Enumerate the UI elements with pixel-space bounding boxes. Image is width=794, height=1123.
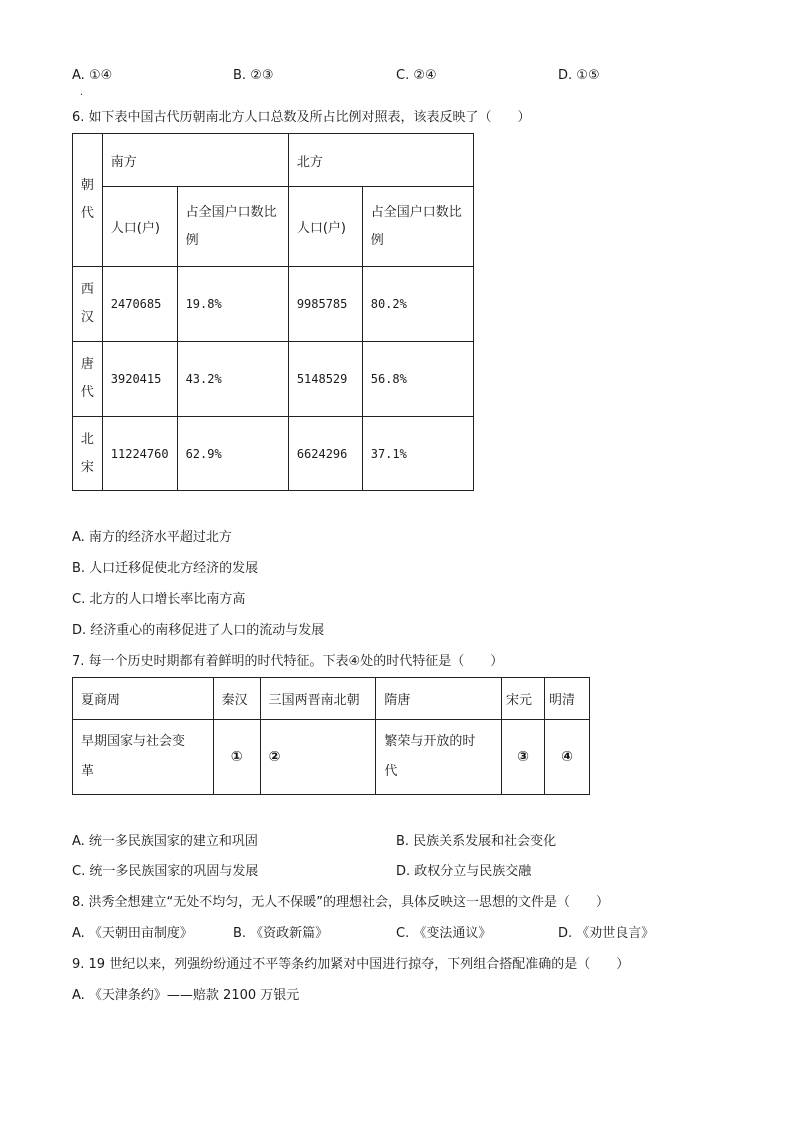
table-row <box>73 267 474 342</box>
south-header: 南方 <box>102 134 288 187</box>
cell-early-state: 早期国家与社会变 革 <box>73 720 214 795</box>
south-pop-cell: 3920415 <box>102 342 177 417</box>
header-song-yuan: 宋元 <box>502 678 545 720</box>
q6-stem: 6. 如下表中国古代历朝南北方人口总数及所占比例对照表，该表反映了（ ） <box>72 110 531 125</box>
north-pct-cell: 80.2% <box>362 267 473 342</box>
q8-option-b: B. 《资政新篇》 <box>233 926 329 941</box>
q6-option-d: D. 经济重心的南移促进了人口的流动与发展 <box>72 623 325 638</box>
header-xia-shang-zhou: 夏商周 <box>73 678 214 720</box>
south-pop-label: 人口(户) <box>102 187 177 267</box>
dynasty-cell: 西 汉 <box>73 267 103 342</box>
q9-option-a: A. 《天津条约》——赔款 2100 万银元 <box>72 988 300 1003</box>
north-pop-label: 人口(户) <box>288 187 362 267</box>
q8-option-d: D. 《劝世良言》 <box>558 926 655 941</box>
q7-era-table <box>72 677 590 795</box>
q5-option-b: B. ②③ <box>233 68 274 83</box>
q6-population-table <box>72 133 474 491</box>
cell-circle-4: ④ <box>545 720 590 795</box>
table-row <box>73 417 474 491</box>
header-qin-han: 秦汉 <box>213 678 260 720</box>
q7-option-d: D. 政权分立与民族交融 <box>396 864 532 879</box>
header-ming-qing: 明清 <box>545 678 590 720</box>
dynasty-header: 朝 代 <box>73 134 103 267</box>
south-ratio-label: 占全国户口数比 例 <box>177 187 288 267</box>
north-pop-cell: 9985785 <box>288 267 362 342</box>
q5-option-d: D. ①⑤ <box>558 68 600 83</box>
north-pop-cell: 5148529 <box>288 342 362 417</box>
south-pct-cell: 43.2% <box>177 342 288 417</box>
q9-stem: 9. 19 世纪以来，列强纷纷通过不平等条约加紧对中国进行掠夺，下列组合搭配准确的是（ ） <box>72 957 630 972</box>
north-header: 北方 <box>288 134 473 187</box>
dynasty-cell: 北 宋 <box>73 417 103 491</box>
south-pop-cell: 11224760 <box>102 417 177 491</box>
north-ratio-label: 占全国户口数比 例 <box>362 187 473 267</box>
cell-circle-2: ② <box>260 720 376 795</box>
cell-circle-3: ③ <box>502 720 545 795</box>
q7-stem: 7. 每一个历史时期都有着鲜明的时代特征。下表④处的时代特征是（ ） <box>72 654 504 669</box>
q7-option-a: A. 统一多民族国家的建立和巩固 <box>72 834 258 849</box>
header-sui-tang: 隋唐 <box>376 678 502 720</box>
q7-option-b: B. 民族关系发展和社会变化 <box>396 834 557 849</box>
q5-option-c: C. ②④ <box>396 68 437 83</box>
q6-option-a: A. 南方的经济水平超过北方 <box>72 530 232 545</box>
north-pop-cell: 6624296 <box>288 417 362 491</box>
dot-mark: . <box>80 87 84 98</box>
north-pct-cell: 56.8% <box>362 342 473 417</box>
header-three-kingdoms: 三国两晋南北朝 <box>260 678 376 720</box>
q6-option-c: C. 北方的人口增长率比南方高 <box>72 592 246 607</box>
south-pop-cell: 2470685 <box>102 267 177 342</box>
q8-option-c: C. 《变法通议》 <box>396 926 492 941</box>
q6-option-b: B. 人口迁移促使北方经济的发展 <box>72 561 259 576</box>
south-pct-cell: 62.9% <box>177 417 288 491</box>
cell-prosperity: 繁荣与开放的时 代 <box>376 720 502 795</box>
north-pct-cell: 37.1% <box>362 417 473 491</box>
q7-option-c: C. 统一多民族国家的巩固与发展 <box>72 864 259 879</box>
dynasty-cell: 唐 代 <box>73 342 103 417</box>
table-row <box>73 342 474 417</box>
q8-option-a: A. 《天朝田亩制度》 <box>72 926 193 941</box>
south-pct-cell: 19.8% <box>177 267 288 342</box>
q8-stem: 8. 洪秀全想建立“无处不均匀，无人不保暖”的理想社会，具体反映这一思想的文件是（ ） <box>72 895 610 910</box>
cell-circle-1: ① <box>213 720 260 795</box>
q5-option-a: A. ①④ <box>72 68 113 83</box>
